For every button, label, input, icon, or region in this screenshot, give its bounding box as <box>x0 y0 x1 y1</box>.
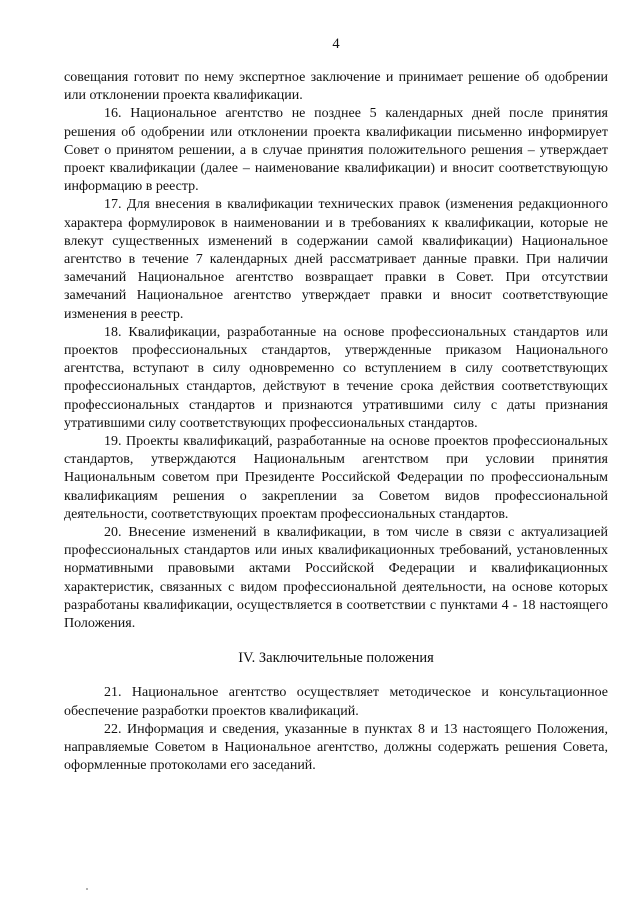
paragraph-17: 17. Для внесения в квалификации технических правок (изменения редакционного характера формулировок в наименовании и в требованиях к квалификации, которые не влекут существенных изменений в содержании самой квалификации) Национальное агентство в течение 7 календарных дней рассматривает данные правки. При наличии замечаний Национальное агентство возвращает правки в Совет. При отсутствии замечаний Национальное агентство утверждает правки и вносит соответствующие изменения в реестр. <box>64 197 608 322</box>
paragraph-16: 16. Национальное агентство не позднее 5 календарных дней после принятия решения об одобрении или отклонении проекта квалификации письменно информирует Совет о принятом решении, а в случае принятия положительного решения – утверждает проект квалификации (далее – наименование квалификации) и вносит соответствующую информацию в реестр. <box>64 106 608 195</box>
section-heading: IV. Заключительные положения <box>238 650 434 667</box>
paragraphs-after <box>64 684 608 775</box>
paragraph-18: 18. Квалификации, разработанные на основе профессиональных стандартов или проектов профессиональных стандартов, утвержденные приказом Национального агентства, вступают в силу одновременно со вступлением в силу соответствующих профессиональных стандартов, действуют в течение срока действия соответствующих профессиональных стандартов и признаются утратившими силу с даты признания утратившими силу соответствующих профессиональных стандартов. <box>64 324 608 431</box>
paragraph-22: 22. Информация и сведения, указанные в пунктах 8 и 13 настоящего Положения, направляемые Советом в Национальное агентство, должны содержать решения Совета, оформленные протоколами его заседаний. <box>64 721 608 774</box>
paragraph-21: 21. Национальное агентство осуществляет методическое и консультационное обеспечение разработки проектов квалификаций. <box>64 685 608 719</box>
paragraphs-before <box>64 69 608 633</box>
scan-speck <box>86 888 88 890</box>
paragraph-15-continued: совещания готовит по нему экспертное заключение и принимает решение об одобрении или отклонении проекта квалификации. <box>64 70 608 104</box>
paragraph-19: 19. Проекты квалификаций, разработанные на основе проектов профессиональных стандартов, утверждаются Национальным агентством при условии принятия Национальным советом при Президенте Российской Федерации по профессиональным квалификациям решения о закреплении за Советом видов профессиональной деятельности, соответствующих проектам профессиональных стандартов. <box>64 434 608 522</box>
paragraph-20: 20. Внесение изменений в квалификации, в том числе в связи с актуализацией профессиональных стандартов или иных квалификационных требований, установленных нормативными правовыми актами Российской Федерации и квалификационных характеристик, связанных с видом профессиональной деятельности, на основе которых разработаны квалификации, осуществляется в соответствии с пунктами 4 - 18 настоящего Положения. <box>64 525 608 632</box>
page-number: 4 <box>332 36 340 52</box>
